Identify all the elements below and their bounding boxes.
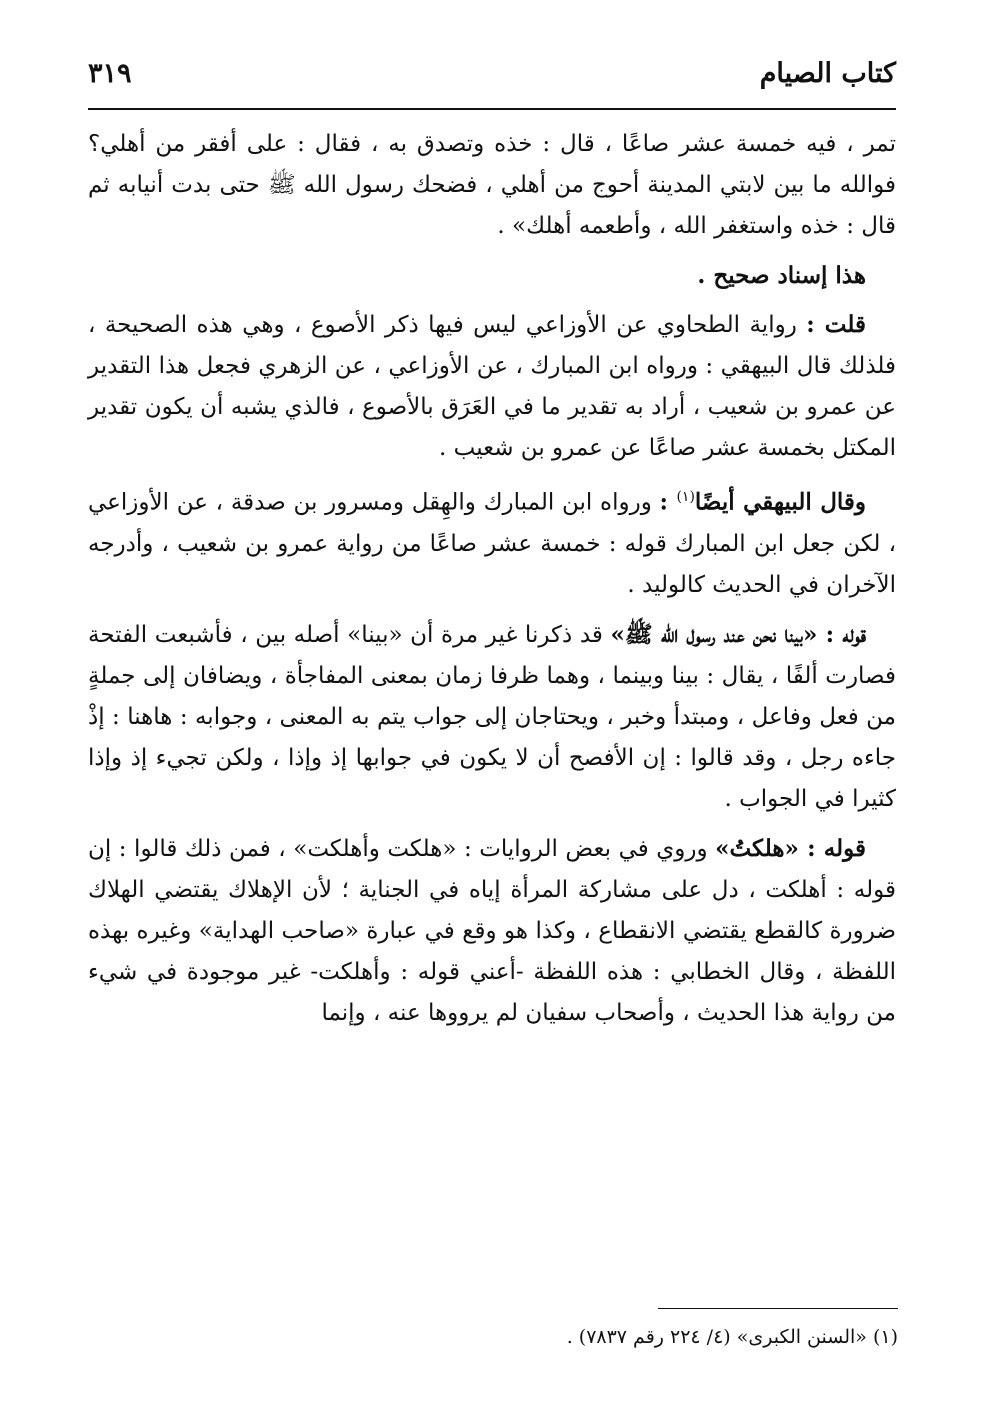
- paragraph-halaktu-text: وروي في بعض الروايات : «هلكت وأهلكت» ، فمن ذلك قالوا : إن قوله : أهلكت ، دل على مشاركة المرأة إياه في الجناية ؛ لأن الإهلاك يقتضي الهلاك ضرورة كالقطع يقتضي الانقطاع ، وكذا هو وقع في عبارة «صاحب الهداية» وغيره بهذه اللفظة ، وقال الخطابي : هذه اللفظة -أعني قوله : وأهلكت- غير موجودة في شيء من رواية هذا الحديث ، وأصحاب سفيان لم يرووها عنه ، وإنما: [88, 835, 896, 1026]
- page-header: [88, 58, 896, 106]
- body-text: [88, 124, 896, 1042]
- paragraph-bayhaqi-text: ورواه ابن المبارك والهِقل ومسرور بن صدقة ، عن الأوزاعي ، لكن جعل ابن المبارك قوله : خمسة عشر صاعًا من رواية عمرو بن شعيب ، وأدرجه الآخران في الحديث كالوليد .: [88, 489, 896, 598]
- page-title: كتاب الصيام: [759, 58, 896, 89]
- chain-verdict-heading: هذا إسناد صحيح .: [697, 262, 866, 289]
- paragraph-bayhaqi-colon: :: [659, 488, 677, 516]
- page-number: ٣١٩: [88, 58, 132, 89]
- paragraph-qult: [88, 304, 896, 469]
- paragraph-1-text: تمر ، فيه خمسة عشر صاعًا ، قال : خذه وتصدق به ، فقال : على أفقر من أهلي؟ فوالله ما بين لابتي المدينة أحوج من أهلي ، فضحك رسول الله ﷺ حتى بدت أنيابه ثم قال : خذه واستغفر الله ، وأطعمه أهلك» .: [88, 131, 896, 239]
- paragraph-bayhaqi-lead: وقال البيهقي أيضًا: [694, 488, 867, 516]
- footnote-divider: [658, 1308, 898, 1309]
- footnote-ref-1[interactable]: (١): [676, 489, 695, 505]
- paragraph-1: [88, 124, 896, 247]
- paragraph-halaktu-lead: قوله : «هلكتُ»: [715, 834, 866, 862]
- paragraph-qult-lead: قلت :: [806, 311, 867, 338]
- paragraph-bayna-text: قد ذكرنا غير مرة أن «بينا» أصله بين ، فأشبعت الفتحة فصارت ألفًا ، يقال : بينا وبينما ، وهما ظرفا زمان بمعنى المفاجأة ، ويضافان إلى جملةٍ من فعل وفاعل ، ومبتدأ وخبر ، ويحتاجان إلى جواب يتم به المعنى ، وجوابه : هاهنا : إذْ جاءه رجل ، وقد قالوا : إن الأفصح أن لا يكون في جوابها إذ وإذا ، ولكن تجيء إذ وإذا كثيرا في الجواب .: [88, 621, 896, 812]
- header-divider: [88, 108, 896, 110]
- paragraph-bayhaqi: [88, 477, 896, 606]
- paragraph-bayna: [88, 614, 896, 820]
- footnote-1: (١) «السنن الكبرى» (٤/ ٢٢٤ رقم ٧٨٣٧) .: [566, 1326, 898, 1348]
- paragraph-bayna-lead: قوله : «بينا نحن عند رسول الله ﷺ»: [610, 620, 866, 648]
- paragraph-halaktu: [88, 828, 896, 1034]
- paragraph-qult-text: رواية الطحاوي عن الأوزاعي ليس فيها ذكر الأصوع ، وهي هذه الصحيحة ، فلذلك قال البيهقي : ورواه ابن المبارك ، عن الأوزاعي ، عن الزهري فجعل هذا التقدير عن عمرو بن شعيب ، أراد به تقدير ما في العَرَق بالأصوع ، فالذي يشبه أن يكون تقدير المكتل بخمسة عشر صاعًا عن عمرو بن شعيب .: [88, 312, 896, 461]
